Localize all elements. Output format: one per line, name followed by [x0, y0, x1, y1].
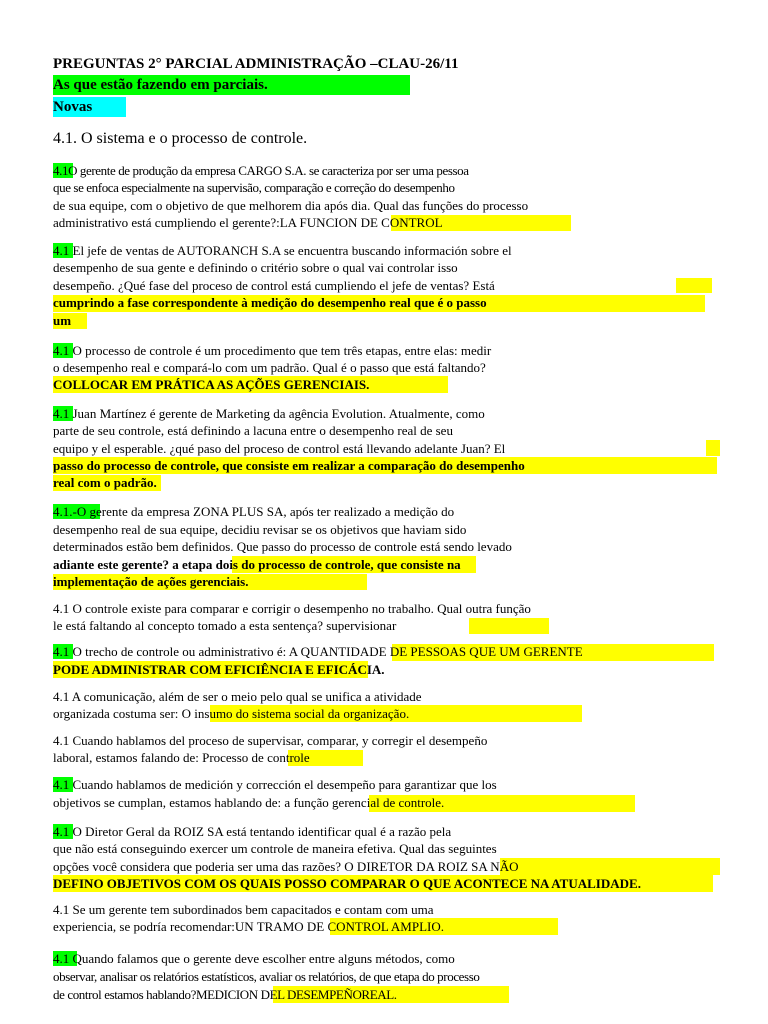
question-7-line-1: 4.1 O trecho de controle ou administrativo é: A QUANTIDADE DE PESSOAS QUE UM GERENTE	[53, 644, 583, 659]
question-3-answer: COLLOCAR EM PRÁTICA AS AÇÕES GERENCIAIS.	[53, 377, 370, 392]
section-heading: 4.1. O sistema e o processo de controle.	[53, 130, 308, 147]
question-number: 4.1.-O	[53, 504, 87, 519]
question-number: 4.1	[53, 777, 70, 792]
question-5-answer: implementação de ações gerenciais.	[53, 574, 249, 589]
question-1-line-4: administrativo está cumpliendo el gerente?:LA FUNCION DE CONTROL	[53, 215, 443, 230]
question-4-line-2: parte de seu controle, está definindo a lacuna entre o desempenho real de seu	[53, 423, 453, 438]
question-4-answer-1: passo do processo de controle, que consiste em realizar a comparação do desempenho	[53, 458, 525, 473]
question-4-line-1: 4.1 Juan Martínez é gerente de Marketing da agência Evolution. Atualmente, como	[53, 406, 485, 421]
question-number: 4.1	[53, 644, 70, 659]
question-11-line-1: 4.1 O Diretor Geral da ROIZ SA está tentando identificar qual é a razão pela	[53, 824, 452, 839]
question-2-line-2: desempenho de sua gente e definindo o critério sobre o qual vai controlar isso	[53, 260, 458, 275]
question-13-line-1: 4.1 Quando falamos que o gerente deve escolher entre alguns métodos, como	[53, 951, 455, 966]
document-title: PREGUNTAS 2° PARCIAL ADMINISTRAÇÃO –CLAU-26/11	[53, 56, 459, 72]
question-number: 4.1	[53, 951, 70, 966]
question-13-line-2: observar, analisar os relatórios estatísticos, avaliar os relatórios, de que etapa do processo	[53, 969, 480, 984]
question-1-line-3: de sua equipe, com o objetivo de que melhorem dia após dia. Qual das funções do processo	[53, 198, 529, 213]
question-5-line-3: determinados estão bem definidos. Que passo do processo de controle está sendo levado	[53, 539, 512, 554]
question-3-line-2: o desempenho real e compará-lo com um padrão. Qual é o passo que está faltando?	[53, 360, 486, 375]
question-9-line-2: laboral, estamos falando de: Processo de controle	[53, 750, 310, 765]
question-5-line-4: adiante este gerente? a etapa dois do processo de controle, que consiste na	[53, 557, 461, 572]
question-8-line-2: organizada costuma ser: O insumo do sistema social da organização.	[53, 706, 410, 721]
question-5-line-1: 4.1.-O gerente da empresa ZONA PLUS SA, após ter realizado a medição do	[53, 504, 455, 519]
question-13-line-3: de control estamos hablando?MEDICION DEL DESEMPEÑOREAL.	[53, 987, 397, 1002]
document-subtitle: As que estão fazendo em parciais.	[53, 77, 268, 93]
question-5-line-2: desempenho real de sua equipe, decidiu revisar se os objetivos que haviam sido	[53, 522, 467, 537]
question-11-line-2: que não está conseguindo exercer um controle de maneira efetiva. Qual das seguintes	[53, 841, 497, 856]
question-1-line-1: 4.1O gerente de produção da empresa CARGO S.A. se caracteriza por ser uma pessoa	[53, 163, 469, 178]
question-2-answer-2: um	[53, 313, 72, 328]
question-number: 4.1	[53, 163, 69, 178]
question-number: 4.1	[53, 824, 70, 839]
question-6-line-1: 4.1 O controle existe para comparar e corrigir o desempenho no trabalho. Qual outra função	[53, 601, 531, 616]
question-8-line-1: 4.1 A comunicação, além de ser o meio pelo qual se unifica a atividade	[53, 689, 422, 704]
question-1-line-2: que se enfoca especialmente na supervisão, comparação e correção do desempenho	[53, 180, 455, 195]
question-number: 4.1	[53, 406, 70, 421]
question-10-line-2: objetivos se cumplan, estamos hablando de: a função gerencial de controle.	[53, 795, 445, 810]
question-2-line-1: 4.1 El jefe de ventas de AUTORANCH S.A se encuentra buscando información sobre el	[53, 243, 512, 258]
question-number: 4.1	[53, 343, 70, 358]
new-label: Novas	[53, 99, 93, 115]
question-10-line-1: 4.1 Cuando hablamos de medición y corrección el desempeño para garantizar que los	[53, 777, 497, 792]
question-3-line-1: 4.1 O processo de controle é um procedimento que tem três etapas, entre elas: medir	[53, 343, 492, 358]
question-number: 4.1	[53, 243, 70, 258]
question-12-line-1: 4.1 Se um gerente tem subordinados bem capacitados e contam com uma	[53, 902, 434, 917]
question-2-line-3: desempeño. ¿Qué fase del proceso de control está cumpliendo el jefe de ventas? Está	[53, 278, 495, 293]
question-12-line-2: experiencia, se podría recomendar:UN TRAMO DE CONTROL AMPLIO.	[53, 919, 444, 934]
question-7-answer: PODE ADMINISTRAR COM EFICIÊNCIA E EFICÁCIA.	[53, 662, 385, 677]
question-2-answer-1: cumprindo a fase correspondente à medição do desempenho real que é o passo	[53, 295, 487, 310]
question-11-answer: DEFINO OBJETIVOS COM OS QUAIS POSSO COMPARAR O QUE ACONTECE NA ATUALIDADE.	[53, 876, 641, 891]
question-9-line-1: 4.1 Cuando hablamos del proceso de supervisar, comparar, y corregir el desempeño	[53, 733, 488, 748]
question-6-line-2: le está faltando al concepto tomado a esta sentença? supervisionar	[53, 618, 397, 633]
question-4-answer-2: real com o padrão.	[53, 475, 157, 490]
question-11-line-3: opções você considera que poderia ser uma das razões? O DIRETOR DA ROIZ SA NÃO	[53, 859, 519, 874]
question-4-line-3: equipo y el esperable. ¿qué paso del proceso de control está llevando adelante Juan? El	[53, 441, 506, 456]
